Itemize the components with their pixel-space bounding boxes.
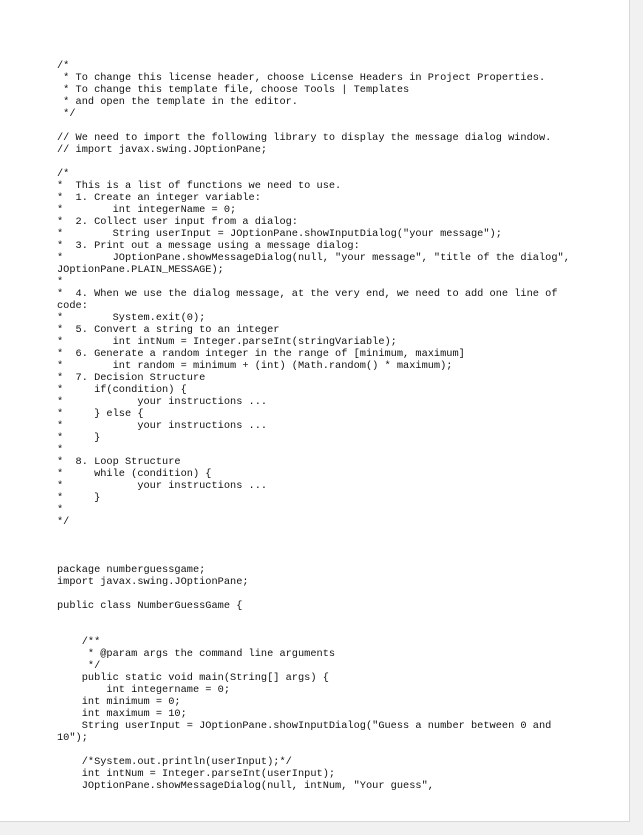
code-line: import javax.swing.JOptionPane; — [57, 576, 249, 588]
code-line: * — [57, 504, 64, 516]
code-line: * This is a list of functions we need to use. — [57, 180, 342, 192]
code-line: * } — [57, 432, 101, 444]
code-line: public class NumberGuessGame { — [57, 600, 243, 612]
code-line — [0, 612, 630, 624]
code-line: * 3. Print out a message using a message dialog: — [57, 240, 360, 252]
code-line: int intNum = Integer.parseInt(userInput); — [57, 768, 336, 780]
code-line: */ — [57, 108, 76, 120]
code-line — [0, 156, 630, 168]
code-line — [0, 552, 630, 564]
code-line — [0, 528, 630, 540]
code-line: * — [57, 444, 64, 456]
code-line: * your instructions ... — [57, 396, 268, 408]
code-line: code: — [57, 300, 88, 312]
code-line — [0, 744, 630, 756]
code-line: * if(condition) { — [57, 384, 187, 396]
code-line: * your instructions ... — [57, 420, 268, 432]
code-line: /* — [57, 60, 70, 72]
code-line: // We need to import the following library to display the message dialog window. — [57, 132, 552, 144]
code-line: JOptionPane.showMessageDialog(null, intNum, "Your guess", — [57, 780, 434, 792]
source-code-block — [0, 60, 630, 792]
code-line: * your instructions ... — [57, 480, 268, 492]
code-line: JOptionPane.PLAIN_MESSAGE); — [57, 264, 224, 276]
code-line: * 7. Decision Structure — [57, 372, 206, 384]
code-line: public static void main(String[] args) { — [57, 672, 329, 684]
code-line: * 2. Collect user input from a dialog: — [57, 216, 298, 228]
code-line: * String userInput = JOptionPane.showInputDialog("your message"); — [57, 228, 502, 240]
code-line: package numberguessgame; — [57, 564, 206, 576]
code-line: * @param args the command line arguments — [57, 648, 336, 660]
code-line: // import javax.swing.JOptionPane; — [57, 144, 268, 156]
code-line: */ — [57, 660, 101, 672]
code-line: * while (condition) { — [57, 468, 212, 480]
code-line: String userInput = JOptionPane.showInputDialog("Guess a number between 0 and — [57, 720, 552, 732]
code-line: * 5. Convert a string to an integer — [57, 324, 280, 336]
code-line: * } else { — [57, 408, 144, 420]
code-line: int minimum = 0; — [57, 696, 181, 708]
code-line: * 6. Generate a random integer in the range of [minimum, maximum] — [57, 348, 465, 360]
code-line: int integername = 0; — [57, 684, 231, 696]
code-line: 10"); — [57, 732, 88, 744]
code-line — [0, 540, 630, 552]
code-line — [0, 588, 630, 600]
code-line — [0, 120, 630, 132]
code-line: * To change this license header, choose License Headers in Project Properties. — [57, 72, 546, 84]
code-line: */ — [57, 516, 70, 528]
code-line: * To change this template file, choose Tools | Templates — [57, 84, 410, 96]
code-line: int maximum = 10; — [57, 708, 187, 720]
code-line: * — [57, 276, 64, 288]
code-line — [0, 624, 630, 636]
code-line: * 8. Loop Structure — [57, 456, 181, 468]
code-line: * System.exit(0); — [57, 312, 206, 324]
code-line: * JOptionPane.showMessageDialog(null, "your message", "title of the dialog", — [57, 252, 570, 264]
code-line: /** — [57, 636, 101, 648]
code-line: * and open the template in the editor. — [57, 96, 298, 108]
code-line: * int intNum = Integer.parseInt(stringVariable); — [57, 336, 397, 348]
code-line: * 1. Create an integer variable: — [57, 192, 261, 204]
code-line: * int integerName = 0; — [57, 204, 237, 216]
code-line: /*System.out.println(userInput);*/ — [57, 756, 292, 768]
code-line: * 4. When we use the dialog message, at the very end, we need to add one line of — [57, 288, 558, 300]
code-line: /* — [57, 168, 70, 180]
code-line: * } — [57, 492, 101, 504]
code-line: * int random = minimum + (int) (Math.random() * maximum); — [57, 360, 453, 372]
